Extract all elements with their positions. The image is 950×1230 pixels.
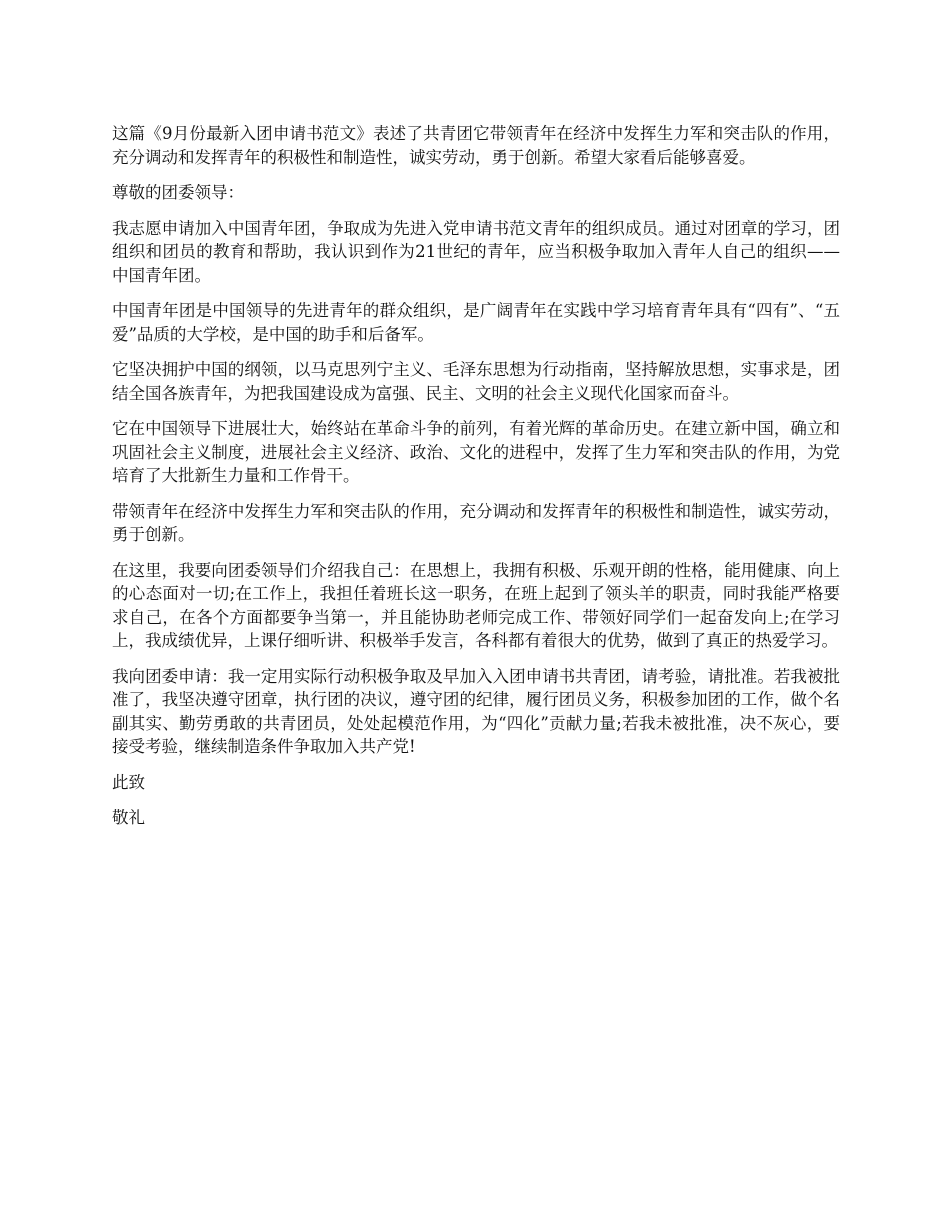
body-paragraph: 中国青年团是中国领导的先进青年的群众组织，是广阔青年在实践中学习培育青年具有“四有”、“五爱”品质的大学校，是中国的助手和后备军。 bbox=[112, 301, 840, 344]
intro-paragraph: 这篇《9月份最新入团申请书范文》表述了共青团它带领青年在经济中发挥生力军和突击队的作用，充分调动和发挥青年的积极性和制造性，诚实劳动，勇于创新。希望大家看后能够喜爱。 bbox=[112, 124, 840, 167]
document-page bbox=[112, 122, 840, 842]
closing-regards: 敬礼 bbox=[112, 808, 145, 827]
body-paragraph: 我志愿申请加入中国青年团，争取成为先进入党申请书范文青年的组织成员。通过对团章的学习，团组织和团员的教育和帮助，我认识到作为21世纪的青年，应当积极争取加入青年人自己的组织——中国青年团。 bbox=[112, 218, 840, 285]
body-paragraph: 我向团委申请：我一定用实际行动积极争取及早加入入团申请书共青团，请考验，请批准。若我被批准了，我坚决遵守团章，执行团的决议，遵守团的纪律，履行团员义务，积极参加团的工作，做个名副其实、勤劳勇敢的共青团员，处处起模范作用，为“四化”贡献力量;若我未被批准，决不灰心，要接受考验，继续制造条件争取加入共产党! bbox=[112, 666, 840, 756]
body-paragraph: 它在中国领导下进展壮大，始终站在革命斗争的前列，有着光辉的革命历史。在建立新中国，确立和巩固社会主义制度，进展社会主义经济、政治、文化的进程中，发挥了生力军和突击队的作用，为党培育了大批新生力量和工作骨干。 bbox=[112, 419, 840, 485]
body-paragraph: 带领青年在经济中发挥生力军和突击队的作用，充分调动和发挥青年的积极性和制造性，诚实劳动，勇于创新。 bbox=[112, 501, 840, 544]
salutation: 尊敬的团委领导： bbox=[112, 183, 244, 202]
body-paragraph: 它坚决拥护中国的纲领，以马克思列宁主义、毛泽东思想为行动指南，坚持解放思想，实事求是，团结全国各族青年，为把我国建设成为富强、民主、文明的社会主义现代化国家而奋斗。 bbox=[112, 360, 840, 403]
closing-phrase: 此致 bbox=[112, 772, 145, 792]
body-paragraph: 在这里，我要向团委领导们介绍我自己：在思想上，我拥有积极、乐观开朗的性格，能用健康、向上的心态面对一切;在工作上，我担任着班长这一职务，在班上起到了领头羊的职责，同时我能严格要求自己，在各个方面都要争当第一，并且能协助老师完成工作、带领好同学们一起奋发向上;在学习上，我成绩优异，上课仔细听讲、积极举手发言，各科都有着很大的优势，做到了真正的热爱学习。 bbox=[112, 560, 840, 650]
